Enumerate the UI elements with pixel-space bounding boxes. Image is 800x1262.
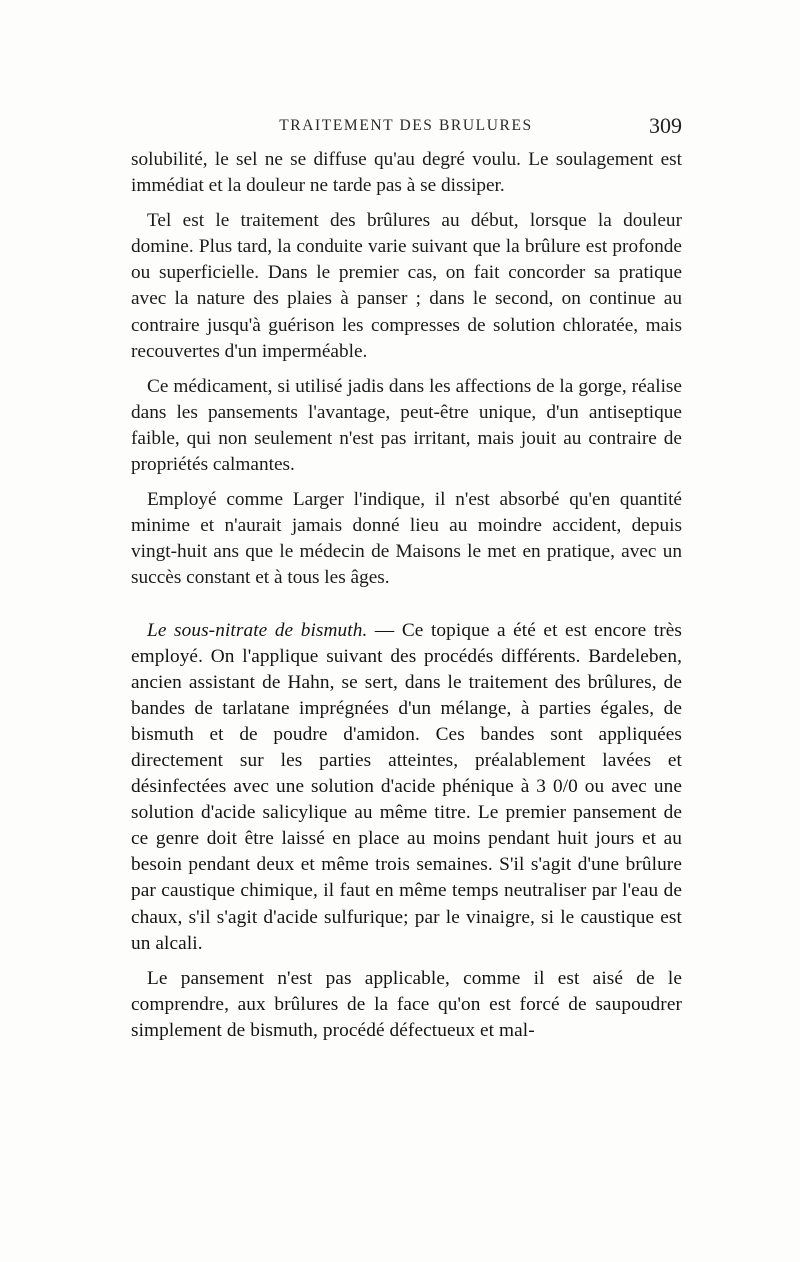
paragraph-bismuth [131, 618, 682, 957]
paragraph-larger-method: Employé comme Larger l'indique, il n'est absorbé qu'en quantité minime et n'aurait jamais donné lieu au moindre accident, depuis vingt-huit ans que le médecin de Maisons le met en pratique, avec un succès constant et à tous les âges. [131, 489, 682, 589]
running-head [130, 113, 682, 143]
section-lead-title: Le sous-nitrate de bismuth. [147, 619, 368, 641]
paragraph-bismuth-text: — Ce topique a été et est encore très employé. On l'applique suivant des procédés différents. Bardeleben, ancien assistant de Hahn, se sert, dans le traitement des brûlures, de bandes de tarlatane imprégnées d'un mélange, à parties égales, de bismuth et de poudre d'amidon. Ces bandes sont appliquées directement sur les parties atteintes, préalablement lavées et désinfectées avec une solution d'acide phénique à 3 0/0 ou avec une solution d'acide salicylique au même titre. Le premier pansement de ce genre doit être laissé en place au moins pendant huit jours et au besoin pendant deux et même trois semaines. S'il s'agit d'une brûlure par caustique chimique, il faut en même temps neutraliser par l'eau de chaux, s'il s'agit d'acide sulfurique; par le vinaigre, si le caustique est un alcali. [131, 619, 683, 954]
paragraph-continuation: solubilité, le sel ne se diffuse qu'au degré voulu. Le soulagement est immédiat et la douleur ne tarde pas à se dissiper. [131, 149, 682, 197]
paragraph-medicament: Ce médicament, si utilisé jadis dans les affections de la gorge, réalise dans les pansements l'avantage, peut-être unique, d'un antiseptique faible, qui non seulement n'est pas irritant, mais jouit au contraire de propriétés calmantes. [131, 375, 682, 476]
paragraph-treatment-stages: Tel est le traitement des brûlures au début, lorsque la douleur domine. Plus tard, la conduite varie suivant que la brûlure est profonde ou superficielle. Dans le premier cas, on fait concorder sa pratique avec la nature des plaies à panser ; dans le second, on continue au contraire jusqu'à guérison les compresses de solution chloratée, mais recouvertes d'un imperméable. [131, 210, 682, 362]
running-title: TRAITEMENT DES BRULURES [279, 117, 533, 134]
body-text [131, 140, 682, 1044]
page-number: 309 [649, 113, 682, 138]
paragraph-face-burns: Le pansement n'est pas applicable, comme il est aisé de le comprendre, aux brûlures de la face qu'on est forcé de saupoudrer simplement de bismuth, procédé défectueux et mal- [131, 967, 682, 1041]
